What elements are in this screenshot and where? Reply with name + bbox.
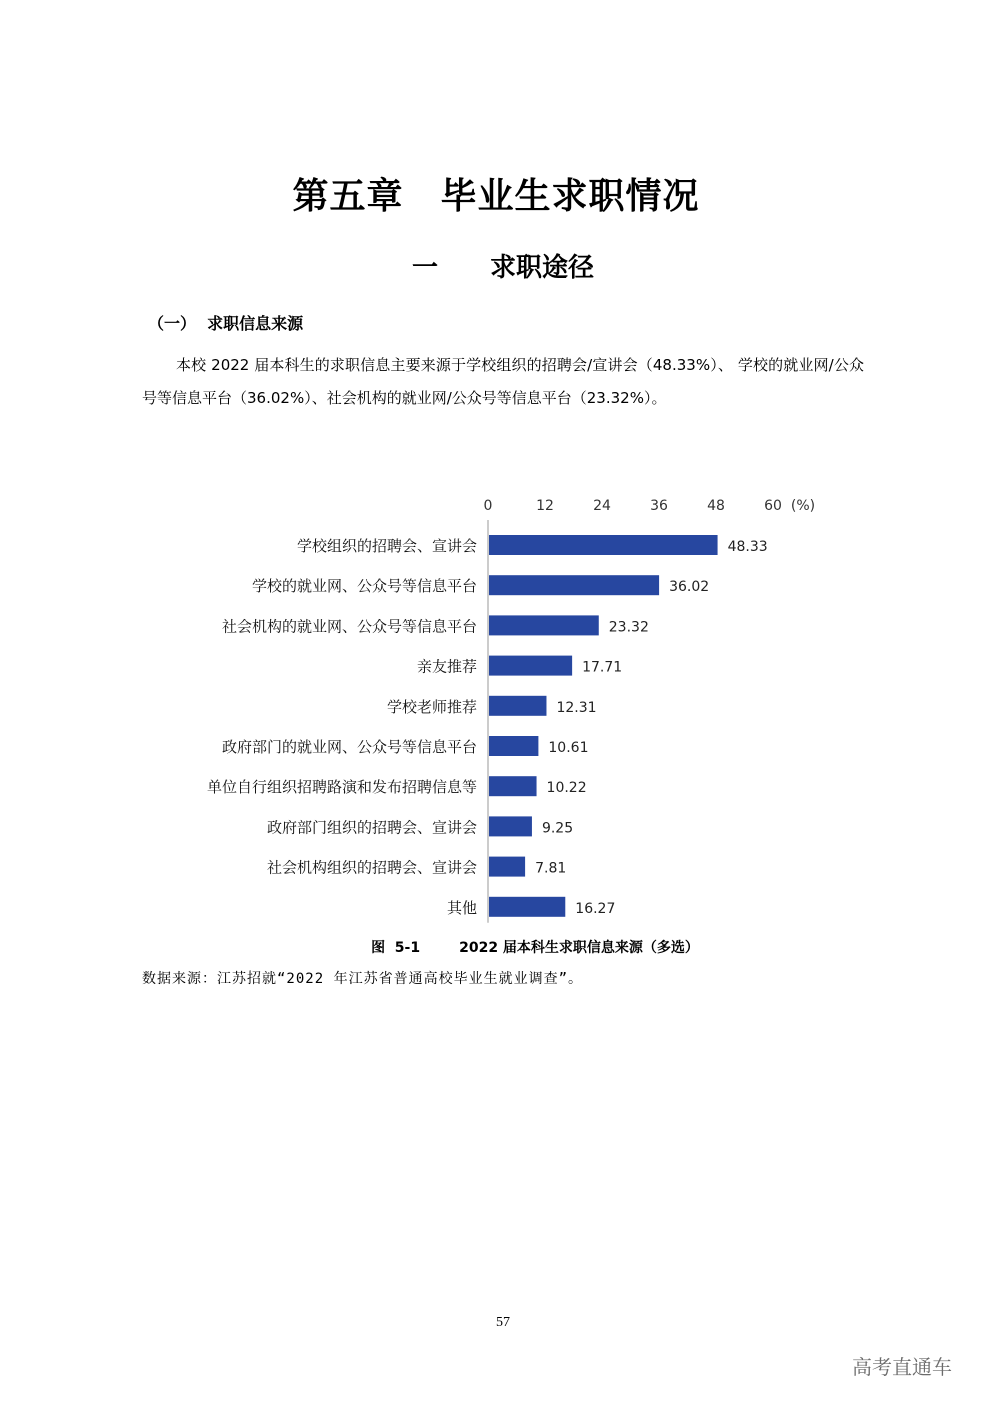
bar [489, 857, 525, 877]
data-label: 10.61 [548, 740, 589, 756]
x-tick-label: 60 [764, 498, 782, 514]
subsection-title: （一） 求职信息来源 [148, 314, 304, 333]
bar [489, 696, 546, 716]
x-tick-label: 36 [650, 498, 668, 514]
section-title: 一 求职途径 [411, 253, 594, 283]
category-label: 社会机构组织的招聘会、宣讲会 [266, 858, 477, 877]
x-tick-label: 12 [536, 498, 554, 514]
data-label: 36.02 [669, 579, 710, 596]
category-label: 学校的就业网、公众号等信息平台 [251, 577, 477, 596]
data-label: 9.25 [541, 820, 574, 837]
category-label: 政府部门组织的招聘会、宣讲会 [266, 818, 477, 837]
category-label: 政府部门的就业网、公众号等信息平台 [221, 738, 477, 756]
bar [489, 615, 599, 635]
category-label: 学校老师推荐 [386, 697, 477, 716]
chapter-title: 第五章 毕业生求职情况 [292, 175, 700, 217]
bar [489, 656, 572, 676]
data-label: 23.32 [608, 619, 649, 636]
data-label: 12.31 [556, 699, 597, 716]
bar [489, 575, 659, 595]
x-tick-label: 0 [483, 498, 493, 514]
bar [489, 897, 565, 917]
x-unit-label: (%) [790, 498, 816, 514]
category-label: 亲友推荐 [416, 657, 477, 676]
bar [489, 535, 718, 555]
category-label: 其他 [446, 898, 477, 917]
data-label: 17.71 [582, 659, 623, 676]
bar [489, 776, 537, 796]
category-label: 单位自行组织招聘路演和发布招聘信息等 [206, 778, 477, 797]
bar [489, 816, 532, 836]
watermark-text: 高考直通车 [852, 1355, 952, 1379]
data-label: 16.27 [575, 900, 616, 917]
page-number: 57 [496, 1315, 510, 1330]
data-label: 10.22 [546, 780, 587, 797]
category-label: 社会机构的就业网、公众号等信息平台 [221, 617, 477, 636]
figure-caption: 图 5-1 2022 届本科生求职信息来源（多选） [371, 940, 699, 956]
data-source-note: 数据来源：江苏招就“2022 年江苏省普通高校毕业生就业调查”。 [142, 971, 583, 987]
bar [489, 736, 538, 756]
x-tick-label: 48 [707, 498, 725, 514]
data-label: 48.33 [727, 539, 768, 555]
body-paragraph: 本校 2022 届本科生的求职信息主要来源于学校组织的招聘会/宣讲会（48.33%）、 学校的就业网/公众号等信息平台（36.02%）、社会机构的就业网/公众号等信息平台（23.32%）。 [142, 356, 864, 407]
category-label: 学校组织的招聘会、宣讲会 [296, 537, 477, 555]
x-tick-label: 24 [593, 498, 611, 514]
data-label: 7.81 [535, 860, 567, 877]
